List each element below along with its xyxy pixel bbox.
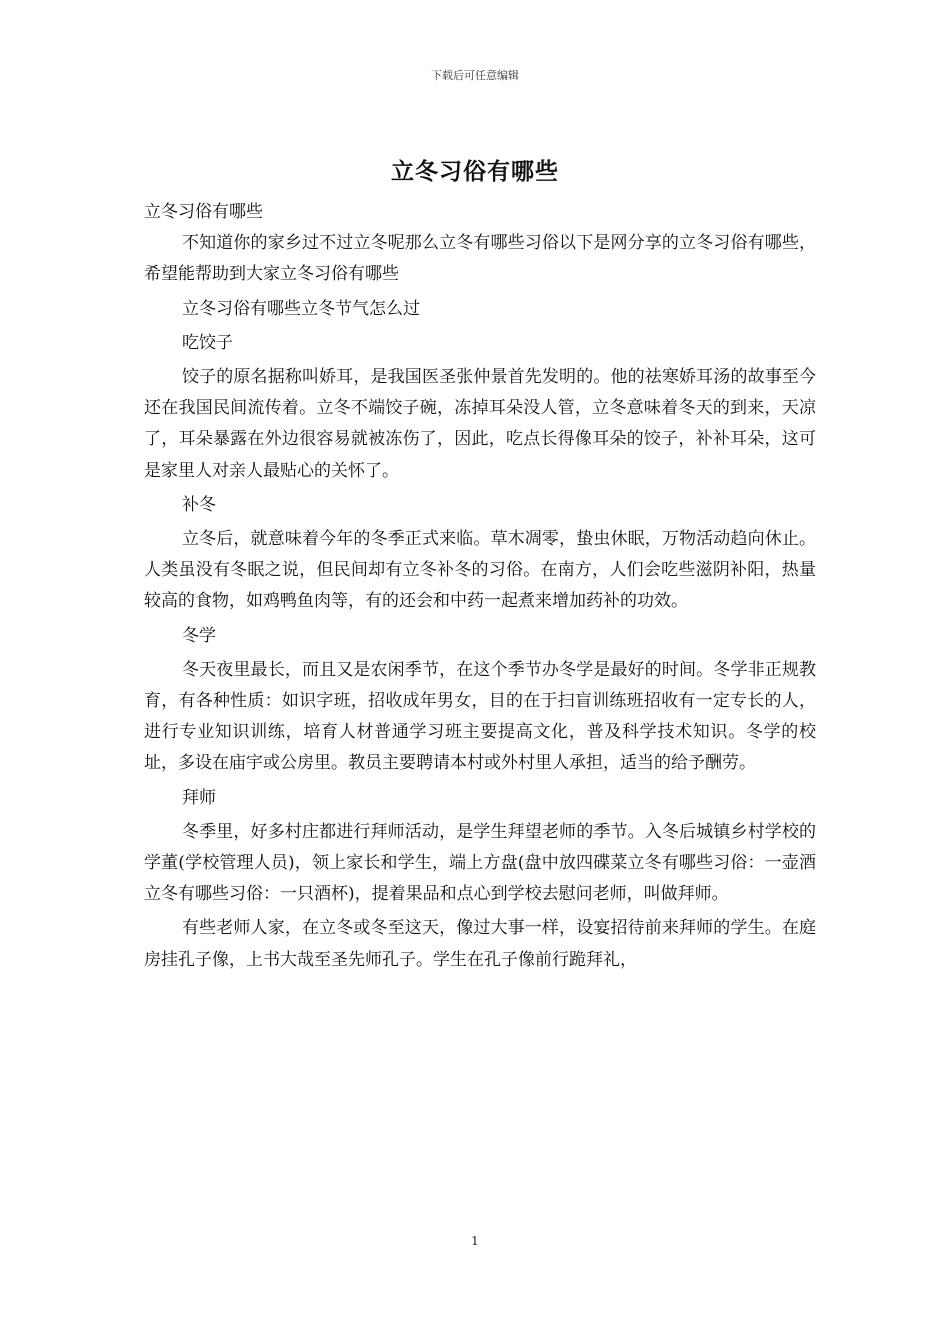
section-heading-winter-school: 冬学 <box>182 625 216 646</box>
subtitle-line: 立冬习俗有哪些 <box>144 202 263 222</box>
section-heading-winter-tonic: 补冬 <box>182 494 216 515</box>
section-heading-visit-teacher: 拜师 <box>182 787 216 808</box>
paragraph-teacher-banquet: 有些老师人家，在立冬或冬至这天，像过大事一样，设宴招待前来拜师的学生。在庭房挂孔子像，上书大哉至圣先师孔子。学生在孔子像前行跪拜礼， <box>144 918 816 970</box>
page-header: 下载后可任意编辑 <box>431 69 519 82</box>
section-heading-dumplings: 吃饺子 <box>182 332 233 353</box>
paragraph-winter-school: 冬天夜里最长，而且又是农闲季节，在这个季节办冬学是最好的时间。冬学非正规教育，有各种性质：如识字班，招收成年男女，目的在于扫盲训练班招收有一定专长的人，进行专业知识训练，培育人材普通学习班主要提高文化，普及科学技术知识。冬学的校址，多设在庙宇或公房里。教员主要聘请本村或外村里人承担，适当的给予酬劳。 <box>144 659 816 774</box>
paragraph-winter-tonic: 立冬后，就意味着今年的冬季正式来临。草木凋零，蛰虫休眠，万物活动趋向休止。人类虽没有冬眠之说，但民间却有立冬补冬的习俗。在南方，人们会吃些滋阴补阳，热量较高的食物，如鸡鸭鱼肉等，有的还会和中药一起煮来增加药补的功效。 <box>144 529 816 612</box>
paragraph-visit-teacher: 冬季里，好多村庄都进行拜师活动，是学生拜望老师的季节。入冬后城镇乡村学校的学董(学校管理人员)，领上家长和学生，端上方盘(盘中放四碟菜立冬有哪些习俗：一壶酒立冬有哪些习俗：一只酒杯)，提着果品和点心到学校去慰问老师，叫做拜师。 <box>144 821 816 905</box>
section-heading-overview: 立冬习俗有哪些立冬节气怎么过 <box>182 298 420 319</box>
document-title: 立冬习俗有哪些 <box>391 158 559 185</box>
intro-paragraph: 不知道你的家乡过不过立冬呢那么立冬有哪些习俗以下是网分享的立冬习俗有哪些，希望能帮助到大家立冬习俗有哪些 <box>144 233 816 285</box>
page-number: 1 <box>471 1234 479 1248</box>
paragraph-dumplings: 饺子的原名据称叫娇耳，是我国医圣张仲景首先发明的。他的祛寒娇耳汤的故事至今还在我国民间流传着。立冬不端饺子碗，冻掉耳朵没人管，立冬意味着冬天的到来，天凉了，耳朵暴露在外边很容易就被冻伤了，因此，吃点长得像耳朵的饺子，补补耳朵，这可是家里人对亲人最贴心的关怀了。 <box>144 367 816 481</box>
document-body <box>144 197 816 976</box>
